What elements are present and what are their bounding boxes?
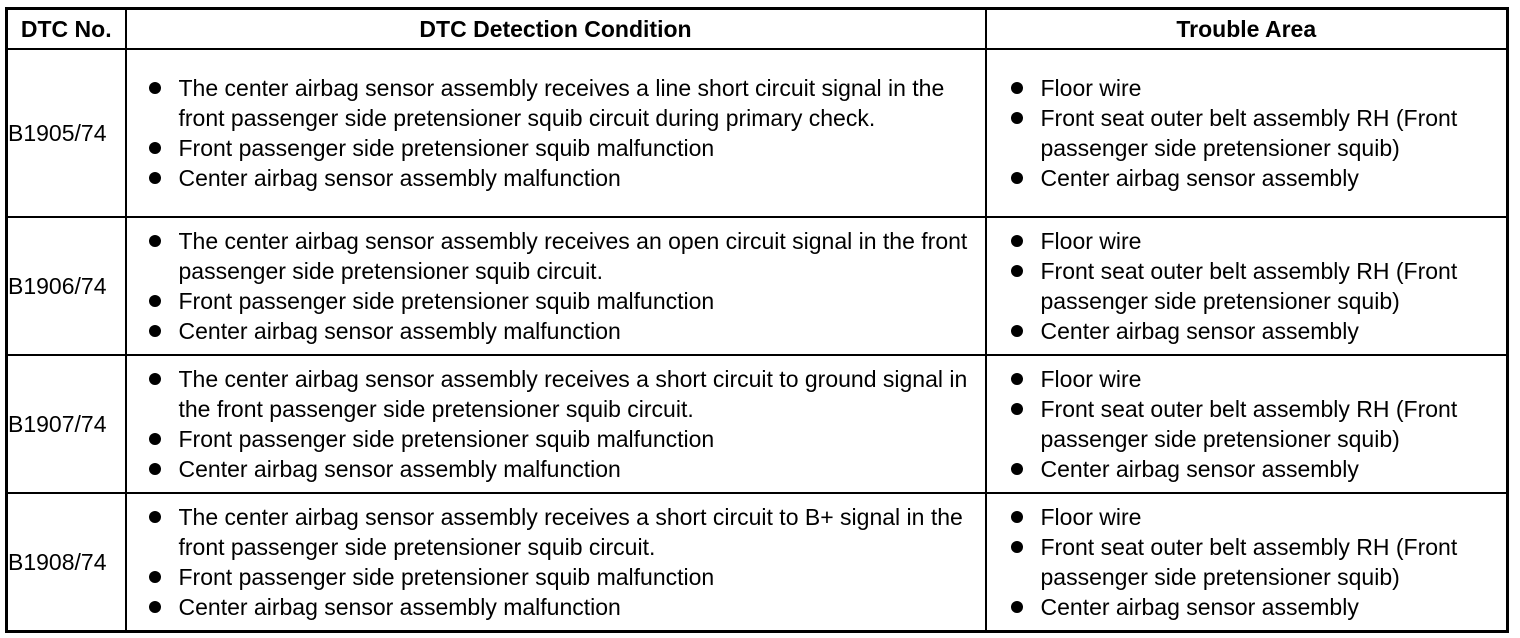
list-item <box>127 286 985 316</box>
trouble-area-cell <box>986 355 1508 493</box>
bullet-icon <box>149 373 161 385</box>
bullet-icon <box>1011 172 1023 184</box>
bullet-icon <box>149 601 161 613</box>
condition-text: The center airbag sensor assembly receives an open circuit signal in the front passenger side pretensioner squib circuit. <box>178 228 968 284</box>
area-text: Center airbag sensor assembly <box>1040 165 1359 191</box>
list-item <box>987 73 1507 103</box>
table-row <box>7 493 1508 631</box>
list-item <box>127 364 985 424</box>
list-item <box>987 454 1507 484</box>
bullet-icon <box>149 325 161 337</box>
table-row <box>7 49 1508 217</box>
bullet-icon <box>1011 325 1023 337</box>
bullet-icon <box>1011 511 1023 523</box>
list-item <box>987 163 1507 193</box>
dtc-table-container <box>5 7 1506 633</box>
area-text: Front seat outer belt assembly RH (Front passenger side pretensioner squib) <box>1040 258 1458 314</box>
area-text: Front seat outer belt assembly RH (Front passenger side pretensioner squib) <box>1040 533 1458 590</box>
condition-text: Center airbag sensor assembly malfunction <box>178 456 621 482</box>
area-text: Center airbag sensor assembly <box>1040 318 1359 344</box>
list-item <box>987 364 1507 394</box>
bullet-icon <box>1011 403 1023 415</box>
trouble-area-cell <box>986 493 1508 631</box>
trouble-area-cell <box>986 217 1508 355</box>
bullet-icon <box>149 142 161 154</box>
list-item <box>987 226 1507 256</box>
header-row <box>7 9 1508 50</box>
list-item <box>127 73 985 133</box>
list-item <box>127 133 985 163</box>
condition-list <box>127 502 985 622</box>
header-dtc-no: DTC No. <box>7 9 126 50</box>
area-text: Floor wire <box>1040 75 1142 101</box>
list-item <box>987 502 1507 532</box>
dtc-table <box>5 7 1509 633</box>
bullet-icon <box>149 511 161 523</box>
list-item <box>127 592 985 622</box>
area-list <box>987 364 1507 484</box>
area-text: Floor wire <box>1040 366 1142 392</box>
list-item <box>127 226 985 286</box>
bullet-icon <box>1011 463 1023 475</box>
area-text: Floor wire <box>1040 228 1142 254</box>
bullet-icon <box>1011 541 1023 553</box>
condition-text: The center airbag sensor assembly receives a short circuit to B+ signal in the front passenger side pretensioner squib circuit. <box>178 503 963 560</box>
bullet-icon <box>149 82 161 94</box>
detection-condition-cell <box>126 493 986 631</box>
condition-text: Front passenger side pretensioner squib malfunction <box>178 426 715 452</box>
condition-text: The center airbag sensor assembly receives a line short circuit signal in the front passenger side pretensioner squib circuit during primary check. <box>178 75 945 131</box>
list-item <box>987 316 1507 346</box>
detection-condition-cell <box>126 49 986 217</box>
bullet-icon <box>1011 235 1023 247</box>
list-item <box>987 394 1507 454</box>
detection-condition-cell <box>126 217 986 355</box>
condition-text: Center airbag sensor assembly malfunction <box>178 593 621 620</box>
condition-list <box>127 226 985 346</box>
trouble-area-cell <box>986 49 1508 217</box>
area-text: Front seat outer belt assembly RH (Front passenger side pretensioner squib) <box>1040 105 1458 161</box>
condition-list <box>127 73 985 193</box>
condition-text: Front passenger side pretensioner squib malfunction <box>178 563 715 590</box>
condition-text: Center airbag sensor assembly malfunction <box>178 318 621 344</box>
area-list <box>987 73 1507 193</box>
table-row <box>7 355 1508 493</box>
detection-condition-cell <box>126 355 986 493</box>
bullet-icon <box>149 433 161 445</box>
dtc-code: B1907/74 <box>7 355 126 493</box>
list-item <box>987 103 1507 163</box>
dtc-code: B1908/74 <box>7 493 126 631</box>
condition-text: Center airbag sensor assembly malfunction <box>178 165 621 191</box>
bullet-icon <box>149 295 161 307</box>
bullet-icon <box>149 235 161 247</box>
bullet-icon <box>1011 265 1023 277</box>
bullet-icon <box>1011 373 1023 385</box>
area-text: Floor wire <box>1040 503 1142 530</box>
list-item <box>987 256 1507 316</box>
bullet-icon <box>1011 82 1023 94</box>
condition-text: Front passenger side pretensioner squib malfunction <box>178 135 715 161</box>
list-item <box>127 502 985 562</box>
bullet-icon <box>149 463 161 475</box>
list-item <box>127 562 985 592</box>
list-item <box>127 163 985 193</box>
area-list <box>987 226 1507 346</box>
area-text: Center airbag sensor assembly <box>1040 456 1359 482</box>
table-row <box>7 217 1508 355</box>
header-detection-condition: DTC Detection Condition <box>126 9 986 50</box>
header-trouble-area: Trouble Area <box>986 9 1508 50</box>
list-item <box>127 454 985 484</box>
dtc-code: B1906/74 <box>7 217 126 355</box>
bullet-icon <box>1011 112 1023 124</box>
list-item <box>127 424 985 454</box>
area-text: Front seat outer belt assembly RH (Front passenger side pretensioner squib) <box>1040 396 1458 452</box>
bullet-icon <box>149 571 161 583</box>
list-item <box>987 532 1507 592</box>
condition-list <box>127 364 985 484</box>
list-item <box>987 592 1507 622</box>
condition-text: Front passenger side pretensioner squib malfunction <box>178 288 715 314</box>
bullet-icon <box>149 172 161 184</box>
dtc-code: B1905/74 <box>7 49 126 217</box>
list-item <box>127 316 985 346</box>
area-text: Center airbag sensor assembly <box>1040 593 1359 620</box>
bullet-icon <box>1011 601 1023 613</box>
area-list <box>987 502 1507 622</box>
condition-text: The center airbag sensor assembly receives a short circuit to ground signal in the front passenger side pretensioner squib circuit. <box>178 366 968 422</box>
